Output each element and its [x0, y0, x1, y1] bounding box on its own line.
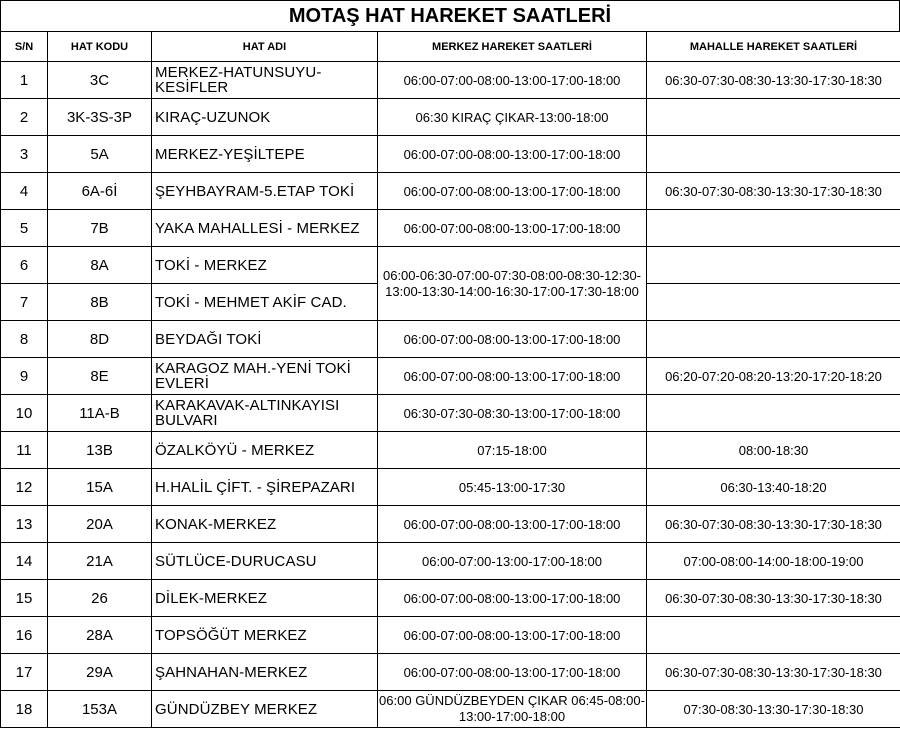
- table-row: [1, 506, 900, 543]
- row-line-name: ŞEYHBAYRAM-5.ETAP TOKİ: [152, 173, 378, 210]
- row-line-code: 15A: [48, 469, 152, 506]
- row-line-code: 8D: [48, 321, 152, 358]
- row-line-name: H.HALİL ÇİFT. - ŞİREPAZARI: [152, 469, 378, 506]
- row-center-times: 06:00-07:00-08:00-13:00-17:00-18:00: [378, 210, 647, 247]
- header-center-times: MERKEZ HAREKET SAATLERİ: [378, 32, 647, 62]
- row-center-times: 06:00-07:00-08:00-13:00-17:00-18:00: [378, 173, 647, 210]
- row-district-times: [647, 284, 900, 321]
- row-center-times: 06:00-07:00-08:00-13:00-17:00-18:00: [378, 506, 647, 543]
- row-district-times: 06:30-07:30-08:30-13:30-17:30-18:30: [647, 580, 900, 617]
- row-district-times: 08:00-18:30: [647, 432, 900, 469]
- row-line-name: BEYDAĞI TOKİ: [152, 321, 378, 358]
- row-sn: 10: [1, 395, 48, 432]
- table-row: [1, 654, 900, 691]
- row-center-times: 06:00-07:00-08:00-13:00-17:00-18:00: [378, 62, 647, 99]
- row-district-times: 06:30-07:30-08:30-13:30-17:30-18:30: [647, 506, 900, 543]
- row-line-code: 26: [48, 580, 152, 617]
- row-center-times: 06:00-07:00-08:00-13:00-17:00-18:00: [378, 580, 647, 617]
- row-center-times: 05:45-13:00-17:30: [378, 469, 647, 506]
- row-sn: 5: [1, 210, 48, 247]
- table-row: [1, 395, 900, 432]
- table-row: [1, 173, 900, 210]
- row-district-times: [647, 247, 900, 284]
- row-district-times: 06:20-07:20-08:20-13:20-17:20-18:20: [647, 358, 900, 395]
- row-district-times: [647, 210, 900, 247]
- row-district-times: [647, 99, 900, 136]
- row-sn: 15: [1, 580, 48, 617]
- row-line-code: 13B: [48, 432, 152, 469]
- row-center-times: 06:00-06:30-07:00-07:30-08:00-08:30-12:30-13:00-13:30-14:00-16:30-17:00-17:30-18:00: [378, 247, 647, 321]
- row-center-times: 07:15-18:00: [378, 432, 647, 469]
- row-sn: 17: [1, 654, 48, 691]
- page-title: MOTAŞ HAT HAREKET SAATLERİ: [0, 0, 900, 31]
- row-center-times: 06:00 GÜNDÜZBEYDEN ÇIKAR 06:45-08:00-13:00-17:00-18:00: [378, 691, 647, 728]
- row-line-name: GÜNDÜZBEY MERKEZ: [152, 691, 378, 728]
- row-sn: 4: [1, 173, 48, 210]
- row-line-name: KIRAÇ-UZUNOK: [152, 99, 378, 136]
- row-line-code: 11A-B: [48, 395, 152, 432]
- row-district-times: 06:30-07:30-08:30-13:30-17:30-18:30: [647, 654, 900, 691]
- row-line-code: 28A: [48, 617, 152, 654]
- row-sn: 2: [1, 99, 48, 136]
- row-sn: 7: [1, 284, 48, 321]
- table-row: [1, 62, 900, 99]
- row-line-name: ÖZALKÖYÜ - MERKEZ: [152, 432, 378, 469]
- row-sn: 8: [1, 321, 48, 358]
- table-row: [1, 432, 900, 469]
- row-center-times: 06:00-07:00-08:00-13:00-17:00-18:00: [378, 321, 647, 358]
- table-header-row: [1, 32, 900, 62]
- row-line-name: KONAK-MERKEZ: [152, 506, 378, 543]
- row-line-name: KARAKAVAK-ALTINKAYISI BULVARI: [152, 395, 378, 432]
- row-sn: 11: [1, 432, 48, 469]
- row-line-code: 5A: [48, 136, 152, 173]
- row-sn: 18: [1, 691, 48, 728]
- header-code: HAT KODU: [48, 32, 152, 62]
- row-sn: 13: [1, 506, 48, 543]
- table-row: [1, 210, 900, 247]
- row-line-code: 8B: [48, 284, 152, 321]
- row-district-times: [647, 395, 900, 432]
- table-row: [1, 580, 900, 617]
- row-district-times: 06:30-07:30-08:30-13:30-17:30-18:30: [647, 173, 900, 210]
- row-sn: 9: [1, 358, 48, 395]
- row-sn: 12: [1, 469, 48, 506]
- table-row: [1, 543, 900, 580]
- row-line-name: KARAGOZ MAH.-YENİ TOKİ EVLERİ: [152, 358, 378, 395]
- row-line-name: TOPSÖĞÜT MERKEZ: [152, 617, 378, 654]
- row-district-times: [647, 617, 900, 654]
- row-line-name: SÜTLÜCE-DURUCASU: [152, 543, 378, 580]
- row-center-times: 06:00-07:00-08:00-13:00-17:00-18:00: [378, 136, 647, 173]
- row-center-times: 06:30 KIRAÇ ÇIKAR-13:00-18:00: [378, 99, 647, 136]
- row-center-times: 06:00-07:00-13:00-17:00-18:00: [378, 543, 647, 580]
- row-line-code: 153A: [48, 691, 152, 728]
- row-sn: 3: [1, 136, 48, 173]
- table-body: [1, 62, 900, 728]
- row-line-code: 20A: [48, 506, 152, 543]
- row-line-code: 8A: [48, 247, 152, 284]
- table-row: [1, 358, 900, 395]
- row-district-times: 07:30-08:30-13:30-17:30-18:30: [647, 691, 900, 728]
- header-name: HAT ADI: [152, 32, 378, 62]
- row-center-times: 06:00-07:00-08:00-13:00-17:00-18:00: [378, 654, 647, 691]
- row-line-name: ŞAHNAHAN-MERKEZ: [152, 654, 378, 691]
- row-district-times: 06:30-07:30-08:30-13:30-17:30-18:30: [647, 62, 900, 99]
- row-district-times: 07:00-08:00-14:00-18:00-19:00: [647, 543, 900, 580]
- table-row: [1, 99, 900, 136]
- table-row: [1, 691, 900, 728]
- row-sn: 16: [1, 617, 48, 654]
- table-row: [1, 469, 900, 506]
- row-line-code: 6A-6İ: [48, 173, 152, 210]
- row-center-times: 06:30-07:30-08:30-13:00-17:00-18:00: [378, 395, 647, 432]
- schedule-table: [0, 31, 900, 728]
- header-district-times: MAHALLE HAREKET SAATLERİ: [647, 32, 900, 62]
- row-line-code: 21A: [48, 543, 152, 580]
- row-line-name: TOKİ - MERKEZ: [152, 247, 378, 284]
- row-line-code: 7B: [48, 210, 152, 247]
- row-center-times: 06:00-07:00-08:00-13:00-17:00-18:00: [378, 617, 647, 654]
- table-row: [1, 321, 900, 358]
- table-row: [1, 136, 900, 173]
- row-sn: 14: [1, 543, 48, 580]
- row-district-times: [647, 321, 900, 358]
- row-line-name: MERKEZ-HATUNSUYU-KESİFLER: [152, 62, 378, 99]
- table-row: [1, 617, 900, 654]
- row-line-code: 8E: [48, 358, 152, 395]
- row-center-times: 06:00-07:00-08:00-13:00-17:00-18:00: [378, 358, 647, 395]
- row-district-times: [647, 136, 900, 173]
- row-sn: 1: [1, 62, 48, 99]
- row-sn: 6: [1, 247, 48, 284]
- row-line-name: TOKİ - MEHMET AKİF CAD.: [152, 284, 378, 321]
- row-line-code: 3C: [48, 62, 152, 99]
- row-line-name: DİLEK-MERKEZ: [152, 580, 378, 617]
- table-row: [1, 247, 900, 284]
- row-line-code: 3K-3S-3P: [48, 99, 152, 136]
- row-line-name: MERKEZ-YEŞİLTEPE: [152, 136, 378, 173]
- row-line-code: 29A: [48, 654, 152, 691]
- row-district-times: 06:30-13:40-18:20: [647, 469, 900, 506]
- header-sn: S/N: [1, 32, 48, 62]
- row-line-name: YAKA MAHALLESİ - MERKEZ: [152, 210, 378, 247]
